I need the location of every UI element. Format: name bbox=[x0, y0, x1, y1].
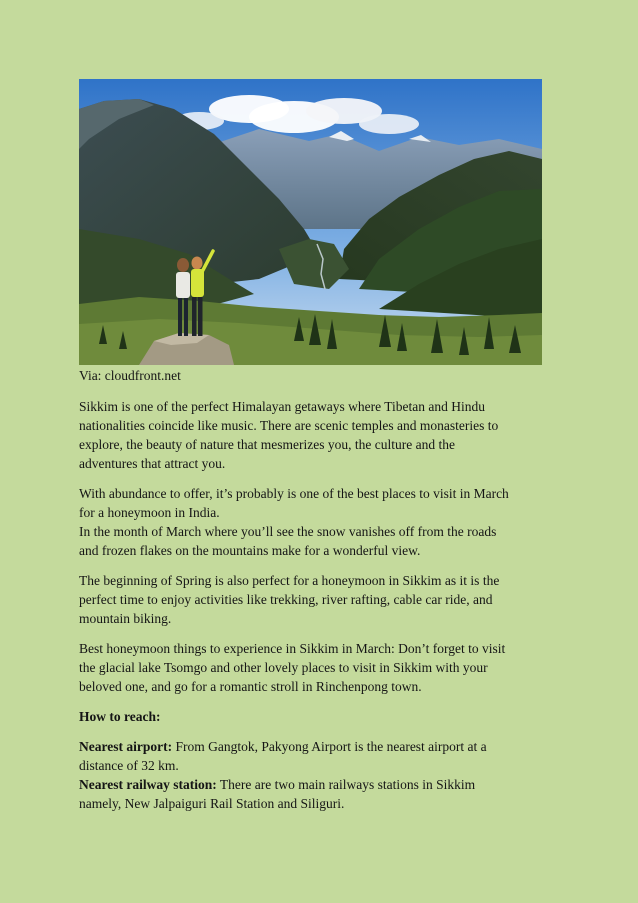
text-line: With abundance to offer, it’s probably is one of the best places to visit in March bbox=[79, 486, 509, 501]
railway-label: Nearest railway station: bbox=[79, 777, 217, 792]
paragraph-march bbox=[79, 484, 569, 560]
text-line: distance of 32 km. bbox=[79, 758, 179, 773]
mountain-valley-photo bbox=[79, 79, 542, 365]
text-line: Best honeymoon things to experience in Sikkim in March: Don’t forget to visit bbox=[79, 641, 506, 656]
text-line: perfect time to enjoy activities like trekking, river rafting, cable car ride, and bbox=[79, 592, 493, 607]
text-line: for a honeymoon in India. bbox=[79, 505, 220, 520]
airport-text: From Gangtok, Pakyong Airport is the nearest airport at a bbox=[172, 739, 487, 754]
text-line: explore, the beauty of nature that mesmerizes you, the culture and the bbox=[79, 437, 455, 452]
railway-text: There are two main railways stations in Sikkim bbox=[216, 777, 476, 792]
travel-info bbox=[79, 737, 569, 813]
railway-line bbox=[79, 775, 569, 794]
paragraph-intro bbox=[79, 397, 569, 473]
article-body bbox=[79, 366, 569, 824]
text-line: mountain biking. bbox=[79, 611, 172, 626]
paragraph-things-to-do bbox=[79, 639, 569, 696]
text-line: beloved one, and go for a romantic stroll in Rinchenpong town. bbox=[79, 679, 422, 694]
text-line: the glacial lake Tsomgo and other lovely places to visit in Sikkim with your bbox=[79, 660, 488, 675]
text-line: The beginning of Spring is also perfect for a honeymoon in Sikkim as it is the bbox=[79, 573, 500, 588]
text-line: and frozen flakes on the mountains make for a wonderful view. bbox=[79, 543, 421, 558]
text-line: adventures that attract you. bbox=[79, 456, 226, 471]
airport-line bbox=[79, 737, 569, 756]
airport-label: Nearest airport: bbox=[79, 739, 173, 754]
text-line: namely, New Jalpaiguri Rail Station and Siliguri. bbox=[79, 796, 345, 811]
how-to-reach-heading: How to reach: bbox=[79, 709, 161, 724]
text-line: In the month of March where you’ll see the snow vanishes off from the roads bbox=[79, 524, 497, 539]
text-line: Sikkim is one of the perfect Himalayan getaways where Tibetan and Hindu bbox=[79, 399, 486, 414]
image-caption: Via: cloudfront.net bbox=[79, 368, 181, 383]
paragraph-spring bbox=[79, 571, 569, 628]
text-line: nationalities coincide like music. There are scenic temples and monasteries to bbox=[79, 418, 499, 433]
